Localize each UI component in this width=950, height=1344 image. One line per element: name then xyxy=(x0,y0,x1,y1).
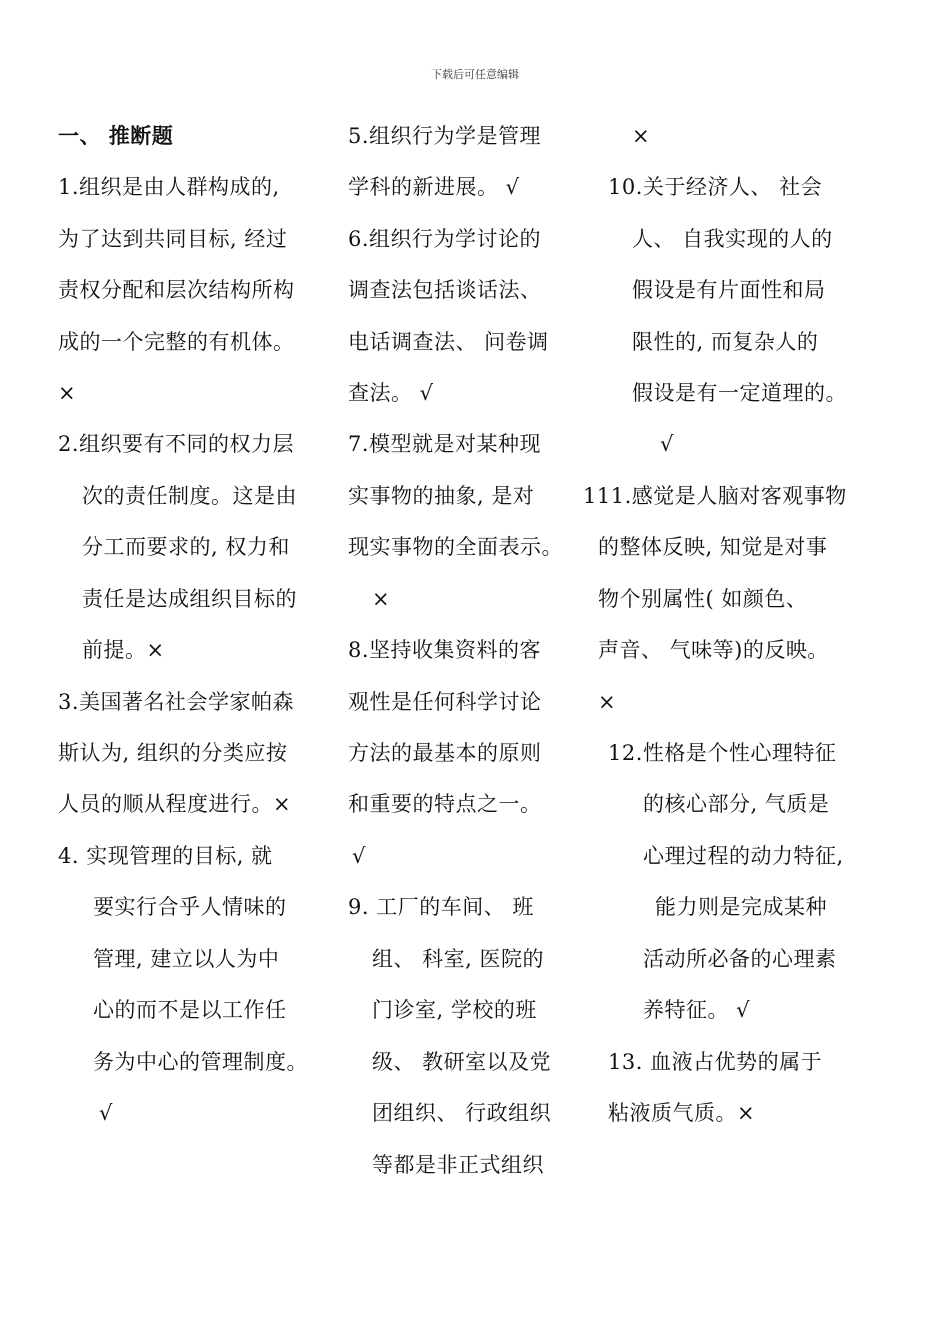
answer-mark: √ xyxy=(99,1101,113,1125)
text-line: 物个别属性( 如颜色、 xyxy=(598,587,808,611)
text-line: 责权分配和层次结构所构 xyxy=(58,278,295,302)
text-line: 5.组织行为学是管理 xyxy=(348,124,542,148)
text-line: 成的一个完整的有机体。 xyxy=(58,330,295,354)
text-line: 心理过程的动力特征, xyxy=(643,844,844,868)
text-line: 现实事物的全面表示。 xyxy=(348,535,563,559)
text-line: 2.组织要有不同的权力层 xyxy=(58,432,295,456)
text-line: 次的责任制度。这是由 xyxy=(82,484,297,508)
text-line: 人、 自我实现的人的 xyxy=(632,227,833,251)
text-line: 4. 实现管理的目标, 就 xyxy=(58,844,273,868)
answer-mark: × xyxy=(58,381,77,405)
text-line: 的整体反映, 知觉是对事 xyxy=(598,535,828,559)
text-line: 养特征。 √ xyxy=(643,998,751,1022)
text-line: 团组织、 行政组织 xyxy=(372,1101,552,1125)
text-line: 责任是达成组织目标的 xyxy=(82,587,297,611)
text-line: 方法的最基本的原则 xyxy=(348,741,542,765)
page-header: 下载后可任意编辑 xyxy=(431,68,519,81)
answer-mark: × xyxy=(598,690,617,714)
text-line: 为了达到共同目标, 经过 xyxy=(58,227,288,251)
text-line: 观性是任何科学讨论 xyxy=(348,690,542,714)
text-line: 7.模型就是对某种现 xyxy=(348,432,542,456)
text-line: 分工而要求的, 权力和 xyxy=(82,535,290,559)
text-line: 的核心部分, 气质是 xyxy=(643,792,830,816)
text-line: 限性的, 而复杂人的 xyxy=(632,330,819,354)
text-line: 活动所必备的心理素 xyxy=(643,947,837,971)
text-line: 假设是有一定道理的。 xyxy=(632,381,847,405)
text-line: 门诊室, 学校的班 xyxy=(372,998,537,1022)
text-line: 3.美国著名社会学家帕森 xyxy=(58,690,295,714)
text-line: 1.组织是由人群构成的, xyxy=(58,175,280,199)
text-line: 调查法包括谈话法、 xyxy=(348,278,542,302)
text-line: 斯认为, 组织的分类应按 xyxy=(58,741,288,765)
text-line: 级、 教研室以及党 xyxy=(372,1050,552,1074)
text-line: 和重要的特点之一。 xyxy=(348,792,542,816)
text-line: 6.组织行为学讨论的 xyxy=(348,227,542,251)
text-line: 查法。 √ xyxy=(348,381,434,405)
text-line: 心的而不是以工作任 xyxy=(93,998,287,1022)
answer-mark: √ xyxy=(660,432,674,456)
text-line: 声音、 气味等)的反映。 xyxy=(598,638,829,662)
answer-mark: × xyxy=(372,587,391,611)
text-line: 学科的新进展。 √ xyxy=(348,175,520,199)
text-line: 电话调查法、 问卷调 xyxy=(348,330,549,354)
text-line: 组、 科室, 医院的 xyxy=(372,947,545,971)
text-line: 人员的顺从程度进行。× xyxy=(58,792,292,816)
text-line: 要实行合乎人情味的 xyxy=(93,895,287,919)
text-line: 粘液质气质。× xyxy=(608,1101,756,1125)
text-line: 12.性格是个性心理特征 xyxy=(608,741,837,765)
text-line: 13. 血液占优势的属于 xyxy=(608,1050,823,1074)
answer-mark: √ xyxy=(352,844,366,868)
answer-mark: × xyxy=(632,124,651,148)
text-line: 务为中心的管理制度。 xyxy=(93,1050,308,1074)
text-line: 111.感觉是人脑对客观事物 xyxy=(583,484,847,508)
text-line: 能力则是完成某种 xyxy=(655,895,827,919)
section-heading: 一、 推断题 xyxy=(58,124,174,148)
text-line: 8.坚持收集资料的客 xyxy=(348,638,542,662)
text-line: 10.关于经济人、 社会 xyxy=(608,175,823,199)
text-line: 前提。× xyxy=(82,638,165,662)
text-line: 9. 工厂的车间、 班 xyxy=(348,895,534,919)
text-line: 实事物的抽象, 是对 xyxy=(348,484,535,508)
text-line: 等都是非正式组织 xyxy=(372,1153,544,1177)
text-line: 管理, 建立以人为中 xyxy=(93,947,280,971)
text-line: 假设是有片面性和局 xyxy=(632,278,826,302)
